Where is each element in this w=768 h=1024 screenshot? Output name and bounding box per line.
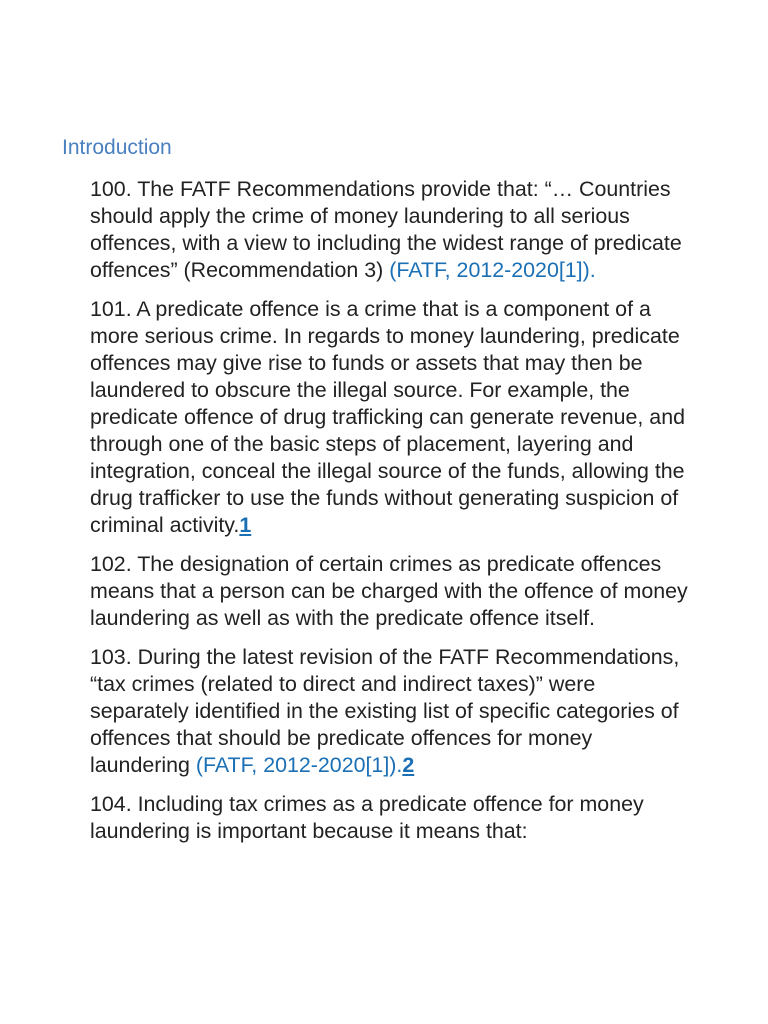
paragraph-100 [90,176,690,284]
footnote-link[interactable]: 1 [239,513,252,537]
citation-link[interactable]: (FATF, 2012-2020[1]). [195,753,403,777]
paragraph-text: 104. Including tax crimes as a predicate offence for money laundering is important because it means that: [90,792,644,843]
paragraph-text: 103. During the latest revision of the FATF Recommendations, “tax crimes (related to direct and indirect taxes)” were separately identified in the existing list of specific categories of offences that should be predicate offences for money laundering [90,645,680,777]
paragraph-text: 102. The designation of certain crimes as predicate offences means that a person can be charged with the offence of money laundering as well as with the predicate offence itself. [90,552,688,630]
paragraph-102 [90,551,690,632]
citation-link[interactable]: (FATF, 2012-2020[1]). [389,258,596,282]
paragraph-text: 100. The FATF Recommendations provide that: “… Countries should apply the crime of money laundering to all serious offences, with a view to including the widest range of predicate offences” (Recommendation 3) [90,177,682,282]
paragraph-101 [90,296,690,539]
footnote-link[interactable]: 2 [402,753,415,777]
document-body [90,176,690,857]
paragraph-103 [90,644,690,779]
paragraph-text: 101. A predicate offence is a crime that is a component of a more serious crime. In regards to money laundering, predicate offences may give rise to funds or assets that may then be laundered to obscure the illegal source. For example, the predicate offence of drug trafficking can generate revenue, and through one of the basic steps of placement, layering and integration, conceal the illegal source of the funds, allowing the drug trafficker to use the funds without generating suspicion of criminal activity. [90,297,685,537]
section-heading: Introduction [62,136,172,159]
paragraph-104 [90,791,690,845]
